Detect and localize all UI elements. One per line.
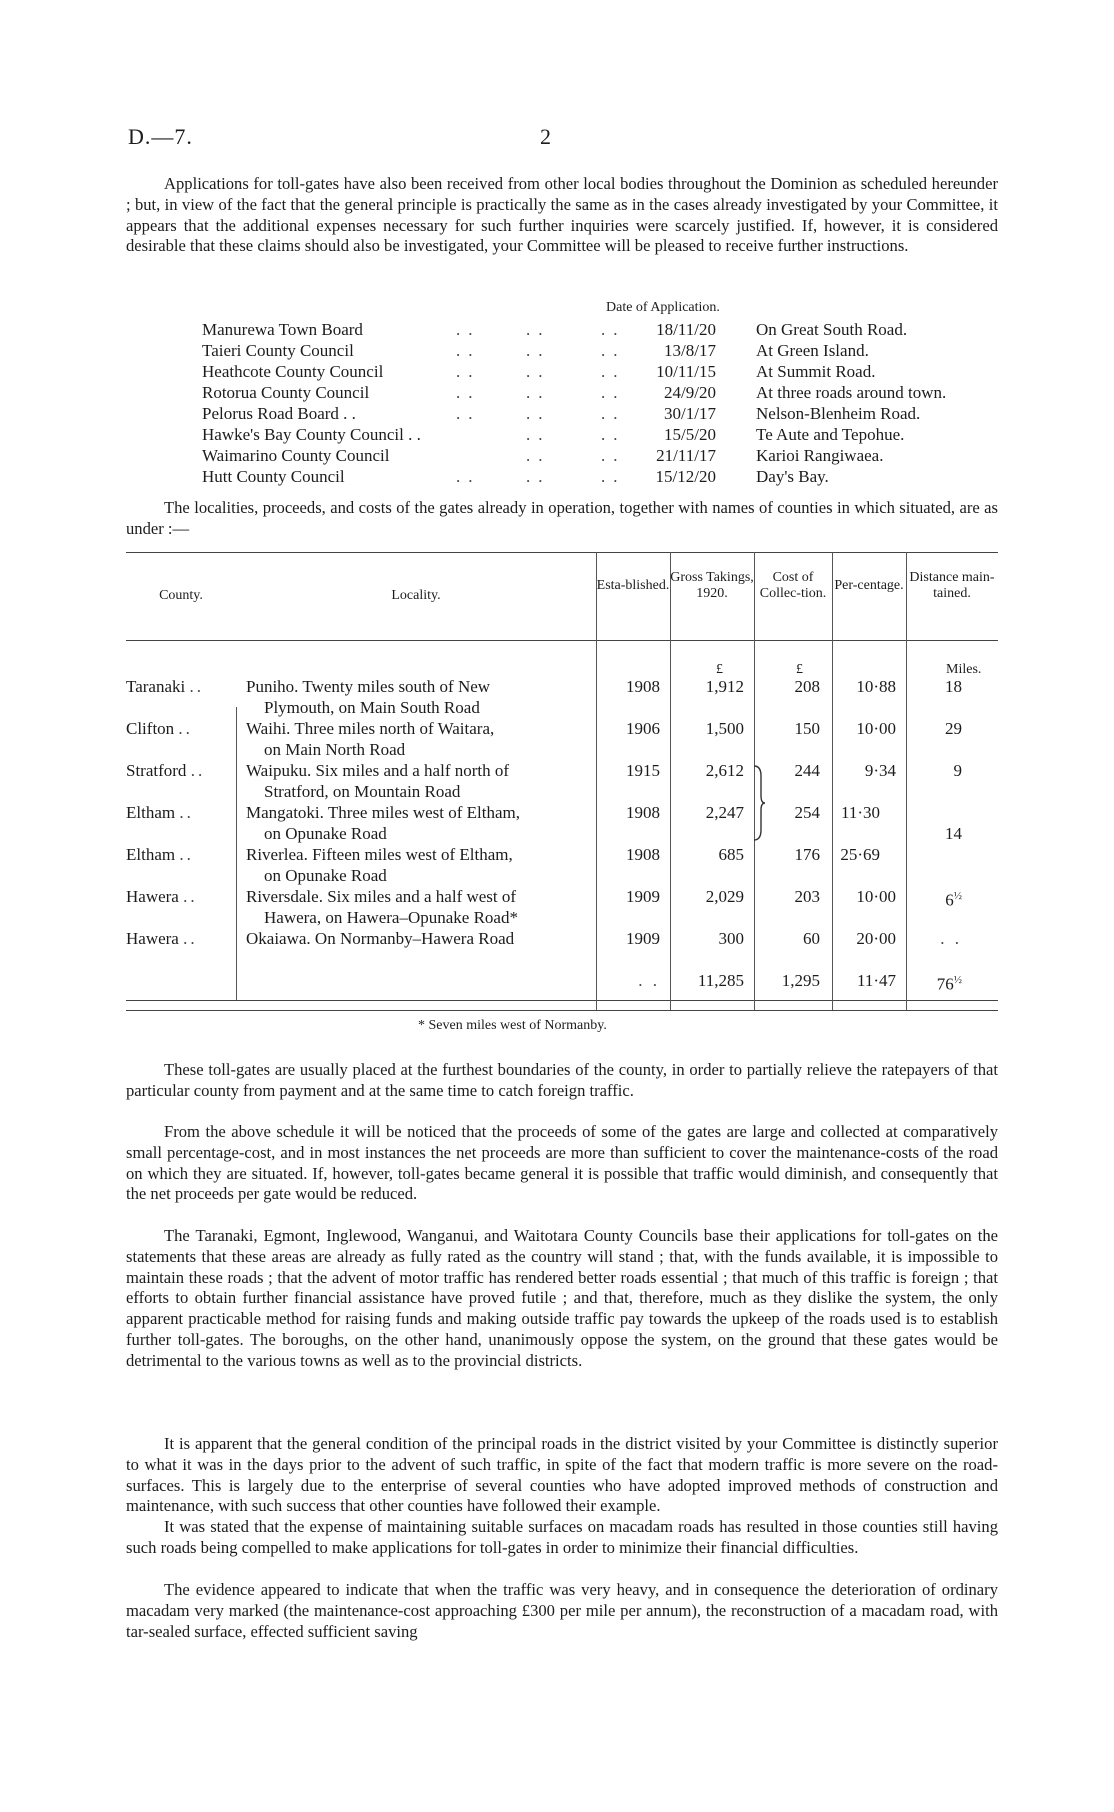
table-cell-cost: 203 — [794, 887, 820, 906]
table-cell-percentage: 9·34 — [864, 761, 896, 780]
table-cell-distance: 18 — [945, 677, 962, 696]
application-row: Hawke's Bay County Council . . .. .. 15/5/20 Te Aute and Tepohue. — [202, 425, 905, 444]
table-cell-established: 1908 — [626, 845, 660, 864]
unit-miles: Miles. — [946, 662, 982, 677]
table-cell-cost: 254 — [794, 803, 820, 822]
total-percentage: 11·47 — [856, 971, 896, 990]
total-distance: $76^{\frac{1}{2}}$ — [936, 974, 962, 994]
table-cell-county: Eltham .. — [126, 845, 194, 864]
table-cell-county: Taranaki .. — [126, 677, 204, 696]
table-cell-locality: Puniho. Twenty miles south of New Plymouth, on Main South Road — [246, 677, 491, 717]
table-cell-cost: 208 — [794, 677, 820, 696]
table-cell-distance: $6^{\frac{1}{2}}$ — [945, 890, 962, 910]
application-row: Heathcote County Council .. .. .. 10/11/15 At Summit Road. — [202, 362, 876, 381]
table-cell-county: Hawera .. — [126, 929, 198, 948]
table-cell-established: 1915 — [626, 761, 660, 780]
table-cell-percentage: 10·88 — [856, 677, 896, 696]
body-paragraph-2: From the above schedule it will be noticed that the proceeds of some of the gates are large and collected at comparatively small percentage-cost, and in most instances the net proceeds are more than sufficient to cover the maintenance-costs of the road on which they are situated. If, however, toll-gates became general it is possible that traffic would diminish, and consequently that the net proceeds per gate would be reduced. — [126, 1122, 998, 1204]
table-cell-locality: Okaiawa. On Normanby–Hawera Road — [246, 929, 515, 948]
table-cell-percentage: 10·00 — [856, 887, 896, 906]
body-paragraph-1: These toll-gates are usually placed at the furthest boundaries of the county, in order to partially relieve the ratepayers of that particular county from payment and at the same time to catch foreign traffic. — [126, 1060, 998, 1100]
table-cell-percentage: 10·00 — [856, 719, 896, 738]
application-row: Rotorua County Council .. .. .. 24/9/20 At three roads around town. — [202, 383, 947, 402]
table-footnote: * Seven miles west of Normanby. — [418, 1018, 607, 1033]
table-cell-cost: 150 — [794, 719, 820, 738]
table-cell-county: Clifton .. — [126, 719, 193, 738]
table-cell-locality: Waipuku. Six miles and a half north of Stratford, on Mountain Road — [246, 761, 510, 801]
table-cell-locality: Mangatoki. Three miles west of Eltham, on Opunake Road — [246, 803, 520, 843]
table-cell-cost: 244 — [794, 761, 820, 780]
application-row: Manurewa Town Board .. .. .. 18/11/20 On Great South Road. — [202, 320, 908, 339]
application-row: Hutt County Council .. .. .. 15/12/20 Day's Bay. — [202, 467, 829, 486]
table-cell-gross: 2,247 — [705, 803, 744, 822]
body-paragraph-4: It is apparent that the general condition of the principal roads in the district visited by your Committee is distinctly superior to what it was in the days prior to the advent of such traffic, in spite of the fact that modern traffic is more severe on the road-surfaces. This is largely due to the enterprise of several counties who have adopted improved methods of construction and maintenance, with such success that other counties have followed their example. — [126, 1434, 998, 1516]
table-cell-established: 1908 — [626, 677, 660, 696]
table-cell-percentage: 25·69 — [840, 845, 880, 864]
table-cell-gross: 1,912 — [705, 677, 744, 696]
table-cell-county: Stratford .. — [126, 761, 206, 780]
unit-pounds: £ — [716, 662, 723, 677]
total-gross: 11,285 — [697, 971, 744, 990]
date-of-application-heading: Date of Application. — [606, 300, 720, 315]
column-header-county: County. — [159, 588, 203, 603]
table-cell-established: 1909 — [626, 887, 660, 906]
table-cell-percentage: 11·30 — [840, 803, 880, 822]
column-header-cost-of-collection: Cost of Collec-tion. — [759, 570, 827, 601]
column-header-distance: Distance main-tained. — [909, 570, 995, 601]
table-cell-gross: 685 — [718, 845, 744, 864]
application-row: Pelorus Road Board . . .. .. .. 30/1/17 Nelson-Blenheim Road. — [202, 404, 921, 423]
table-cell-percentage: 20·00 — [856, 929, 896, 948]
table-cell-county: Hawera .. — [126, 887, 198, 906]
column-header-established: Esta-blished. — [596, 578, 670, 593]
table-cell-distance: 14 — [945, 824, 962, 843]
table-cell-locality: Riversdale. Six miles and a half west of Hawera, on Hawera–Opunake Road* — [246, 887, 518, 927]
table-cell-cost: 176 — [794, 845, 820, 864]
curly-brace-icon — [752, 764, 766, 842]
body-paragraph-3: The Taranaki, Egmont, Inglewood, Wanganui, and Waitotara County Councils base their applications for toll-gates on the statements that these areas are already as fully rated as the country will stand ; that, with the funds available, it is impossible to maintain these roads ; that the advent of motor traffic has rendered better roads essential ; that much of this traffic is foreign ; that efforts to obtain further financial assistance have proved futile ; and that, therefore, much as they dislike the system, the only apparent practicable method for raising funds and making outside traffic pay towards the upkeep of the roads used is to establish further toll-gates. The boroughs, on the other hand, unanimously oppose the system, on the ground that these gates would be detrimental to the various towns as well as to the provincial districts. — [126, 1226, 998, 1370]
column-header-gross-takings: Gross Takings, 1920. — [670, 570, 754, 601]
application-row: Waimarino County Council .. .. 21/11/17 Karioi Rangiwaea. — [202, 446, 884, 465]
table-cell-established: 1909 — [626, 929, 660, 948]
table-cell-locality: Riverlea. Fifteen miles west of Eltham, on Opunake Road — [246, 845, 513, 885]
table-cell-established: 1906 — [626, 719, 660, 738]
table-cell-distance: 29 — [945, 719, 962, 738]
table-cell-distance: . . — [940, 929, 962, 948]
table-cell-county: Eltham .. — [126, 803, 194, 822]
body-paragraph-6: The evidence appeared to indicate that when the traffic was very heavy, and in consequence the deterioration of ordinary macadam very marked (the maintenance-cost approaching £300 per mile per annum), the reconstruction of a macadam road, with tar-sealed surface, effected sufficient saving — [126, 1580, 998, 1641]
total-cost: 1,295 — [781, 971, 820, 990]
table-cell-locality: Waihi. Three miles north of Waitara, on Main North Road — [246, 719, 495, 759]
intro-paragraph: Applications for toll-gates have also been received from other local bodies throughout the Dominion as scheduled hereunder ; but, in view of the fact that the general principle is practically the same as in the cases already investigated by your Committee, it appears that the additional expenses necessary for such further inquiries were scarcely justified. If, however, it is considered desirable that these claims should also be investigated, your Committee will be pleased to receive further instructions. — [126, 174, 998, 256]
body-paragraph-5: It was stated that the expense of maintaining suitable surfaces on macadam roads has resulted in those counties still having such roads being compelled to make applications for toll-gates in order to minimize their financial difficulties. — [126, 1517, 998, 1557]
table-cell-gross: 300 — [718, 929, 744, 948]
table-cell-established: 1908 — [626, 803, 660, 822]
column-header-percentage: Per-centage. — [834, 578, 904, 593]
table-cell-cost: 60 — [803, 929, 820, 948]
table-cell-gross: 2,612 — [705, 761, 744, 780]
document-reference: D.—7. — [128, 124, 193, 149]
page-number: 2 — [540, 124, 551, 149]
column-header-locality: Locality. — [391, 588, 441, 603]
table-cell-distance: 9 — [953, 761, 962, 780]
total-established: . . — [638, 971, 660, 990]
unit-pounds: £ — [796, 662, 803, 677]
table-cell-gross: 1,500 — [705, 719, 744, 738]
application-row: Taieri County Council .. .. .. 13/8/17 At Green Island. — [202, 341, 869, 360]
table-cell-gross: 2,029 — [705, 887, 744, 906]
localities-paragraph: The localities, proceeds, and costs of the gates already in operation, together with names of counties in which situated, are as under :— — [126, 498, 998, 538]
